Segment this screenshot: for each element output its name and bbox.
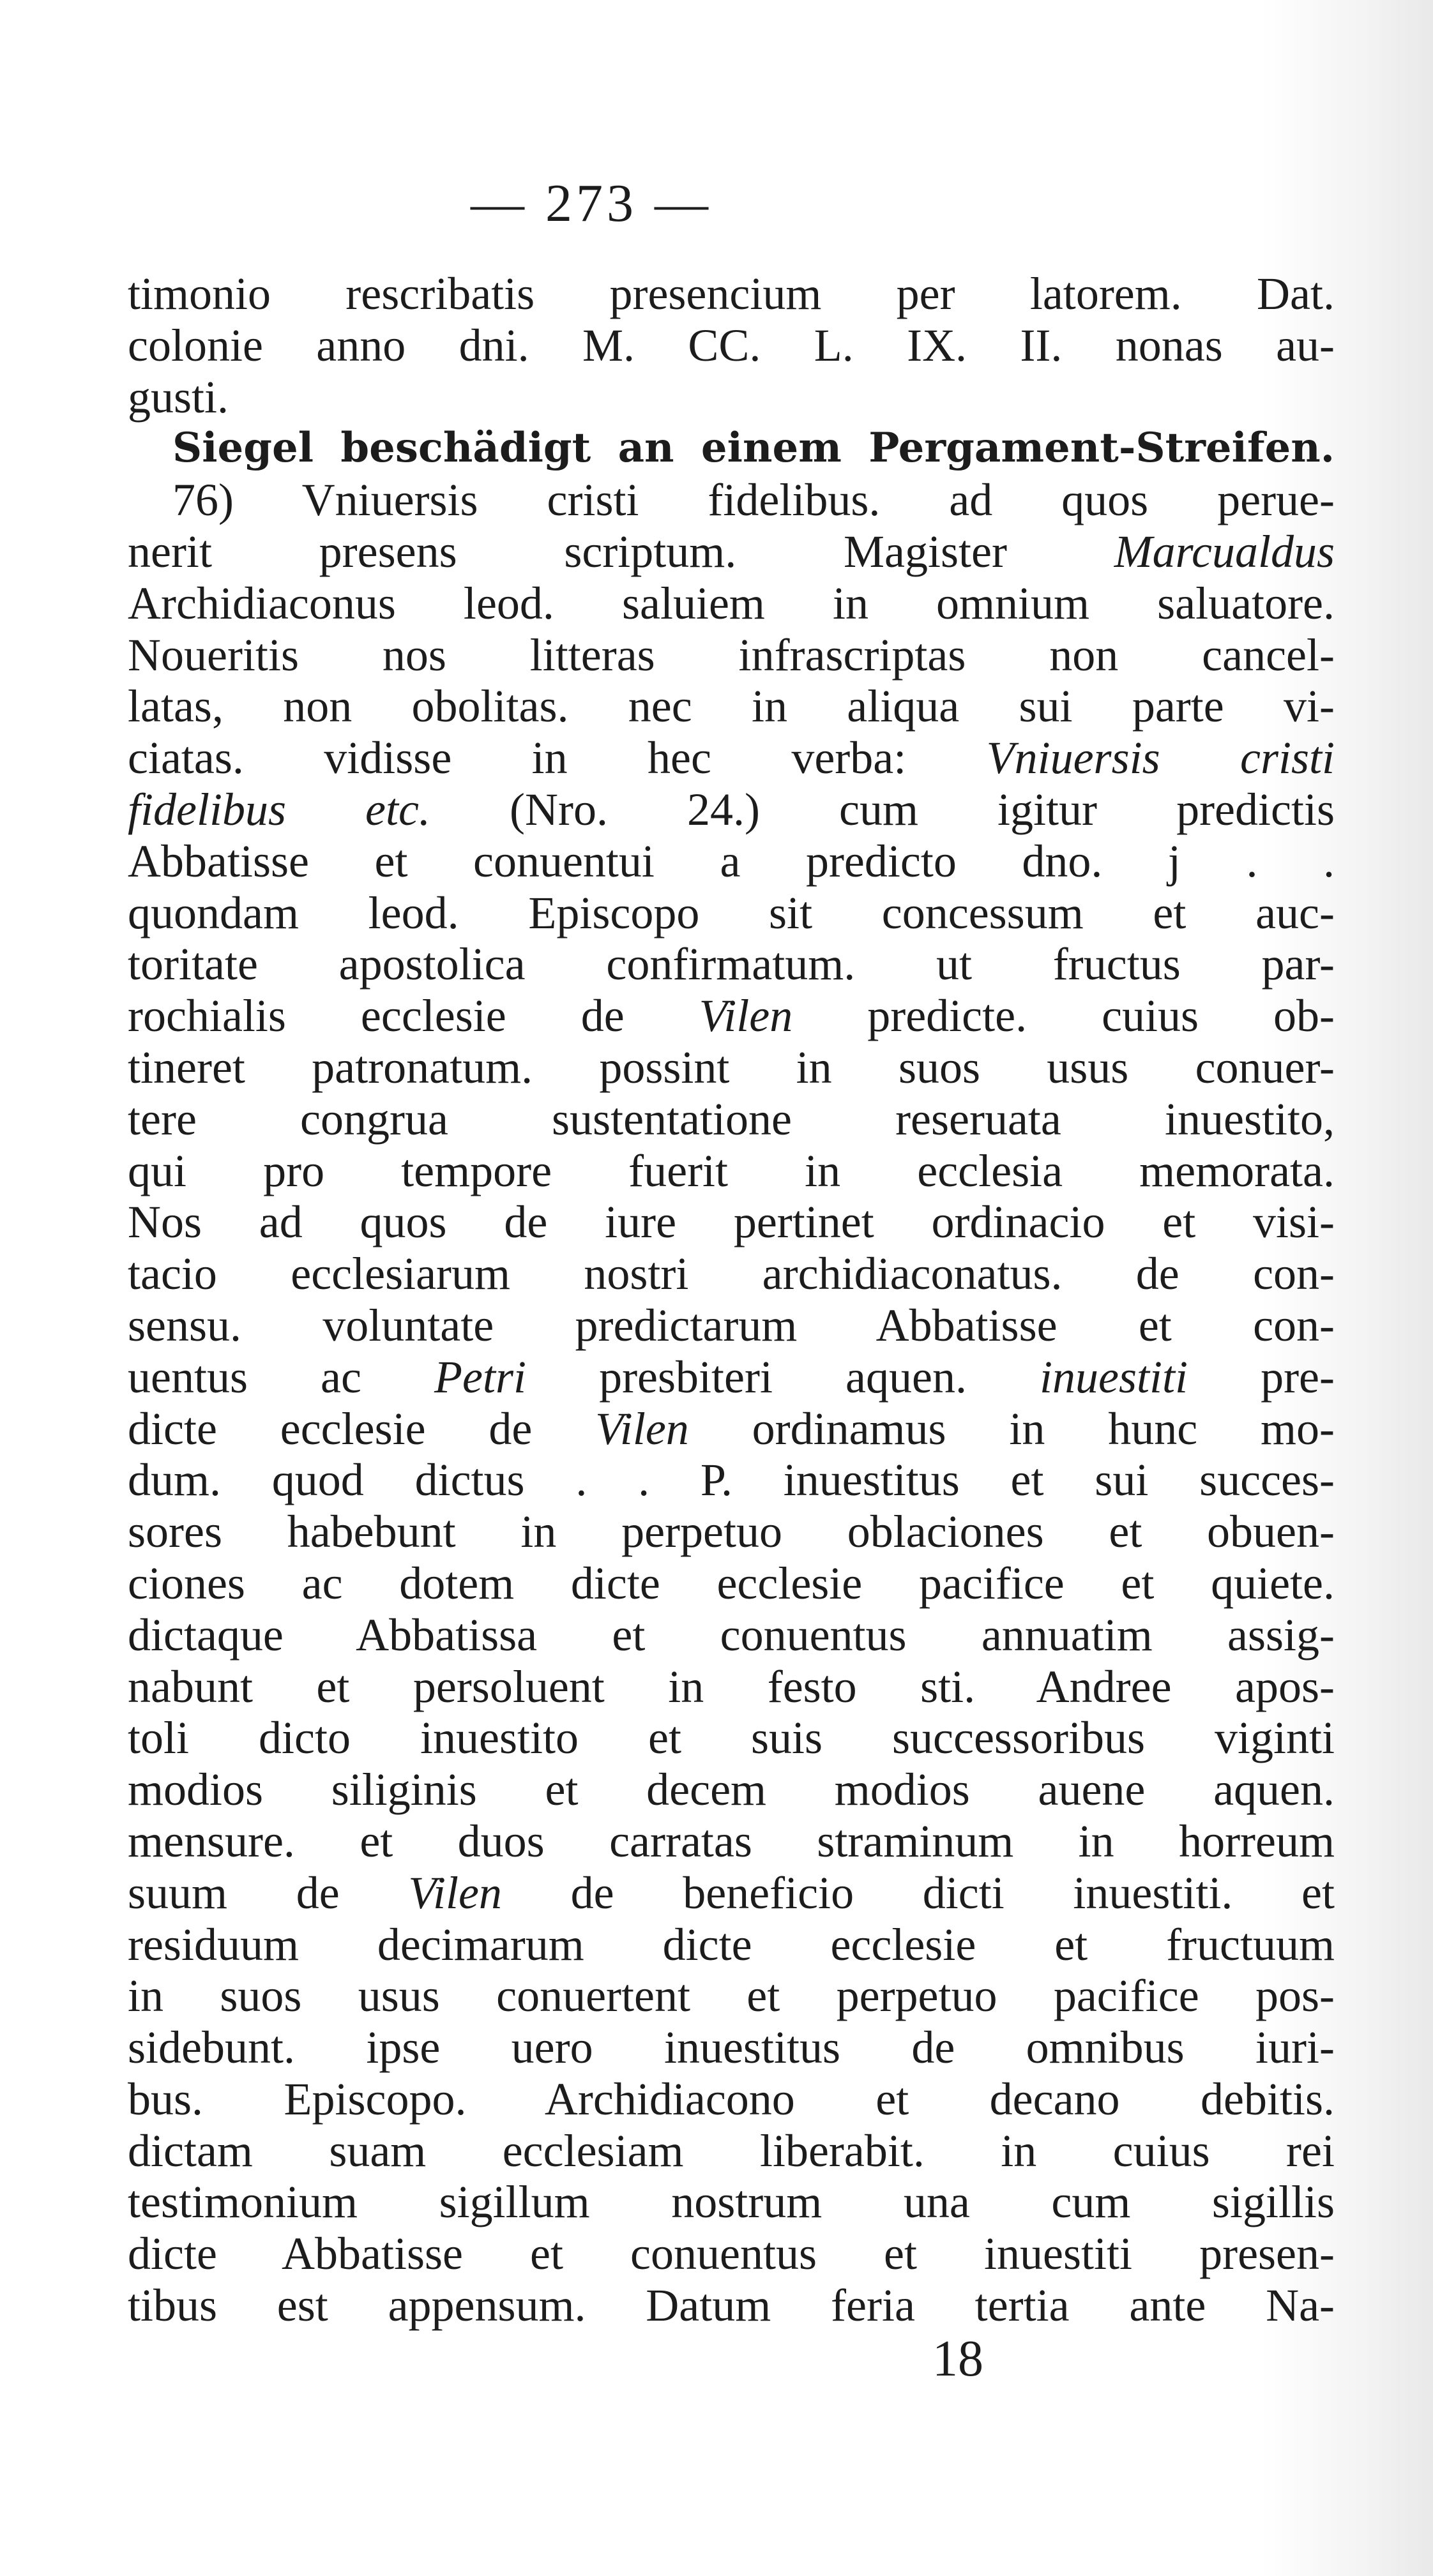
text-line [128, 2022, 1335, 2074]
text-line [128, 474, 1335, 526]
text-segment: nabunt et persoluent in festo sti. Andree apos- [128, 1661, 1335, 1712]
text-line [128, 1403, 1335, 1455]
text-segment: dum. quod dictus . . P. inuestitus et sui succes- [128, 1454, 1335, 1506]
text-line [128, 681, 1335, 732]
italic-text: Vilen [699, 990, 793, 1042]
text-line [128, 1661, 1335, 1713]
text-segment: modios siliginis et decem modios auene aquen. [128, 1764, 1335, 1816]
text-segment: Archidiaconus leod. saluiem in omnium saluatore. [128, 577, 1335, 629]
text-line [128, 320, 1335, 372]
text-line [128, 578, 1335, 629]
italic-text: Vniuersis cristi [986, 732, 1335, 784]
text-line [128, 2176, 1335, 2228]
text-segment: dicte ecclesie de [128, 1403, 596, 1454]
seal-note-line [128, 423, 1335, 474]
text-line [128, 1454, 1335, 1506]
text-line [128, 2125, 1335, 2177]
text-segment: tibus est appensum. Datum feria tertia ante Na- [128, 2280, 1335, 2331]
text-line [128, 1506, 1335, 1558]
text-segment: uentus ac [128, 1351, 435, 1403]
text-segment: sensu. voluntate predictarum Abbatisse et con- [128, 1299, 1335, 1351]
text-segment: ciones ac dotem dicte ecclesie pacifice et quiete. [128, 1557, 1335, 1609]
text-segment: qui pro tempore fuerit in ecclesia memorata. [128, 1145, 1335, 1196]
text-segment: bus. Episcopo. Archidiacono et decano debitis. [128, 2073, 1335, 2125]
text-line [128, 990, 1335, 1042]
text-segment: Nos ad quos de iure pertinet ordinacio et visi- [128, 1196, 1335, 1248]
text-line [128, 1196, 1335, 1248]
text-line [128, 1816, 1335, 1867]
text-line [128, 2280, 1335, 2331]
text-line [128, 1300, 1335, 1352]
text-segment: dicte Abbatisse et conuentus et inuestiti presen- [128, 2228, 1335, 2280]
text-segment: de beneficio dicti inuestiti. et [501, 1867, 1335, 1918]
text-segment: nerit presens scriptum. Magister [128, 525, 1114, 577]
body-text [128, 268, 1335, 2331]
text-line [128, 1712, 1335, 1764]
text-segment: toritate apostolica confirmatum. ut fructus par- [128, 938, 1335, 990]
text-segment: rochialis ecclesie de [128, 990, 699, 1042]
text-segment: presbiteri aquen. [526, 1351, 1040, 1403]
italic-text: Petri [434, 1351, 526, 1403]
text-line [128, 1558, 1335, 1609]
text-line [128, 526, 1335, 578]
text-segment: timonio rescribatis presencium per latorem. Dat. [128, 268, 1335, 319]
text-segment: tacio ecclesiarum nostri archidiaconatus. de con- [128, 1248, 1335, 1300]
text-segment: latas, non obolitas. nec in aliqua sui parte vi- [128, 681, 1335, 732]
text-segment: suum de [128, 1867, 409, 1918]
text-line [128, 1764, 1335, 1816]
text-segment: sores habebunt in perpetuo oblaciones et obuen- [128, 1506, 1335, 1558]
text-segment: ordinamus in hunc mo- [688, 1403, 1335, 1454]
text-segment: Abbatisse et conuentui a predicto dno. j . . [128, 835, 1335, 887]
text-line [128, 1248, 1335, 1300]
italic-text: Vilen [595, 1403, 689, 1454]
text-segment: testimonium sigillum nostrum una cum sigillis [128, 2176, 1335, 2228]
signature-mark: 18 [932, 2331, 983, 2387]
italic-text: Marcualdus [1114, 525, 1335, 577]
text-segment: residuum decimarum dicte ecclesie et fructuum [128, 1918, 1335, 1970]
text-segment: dictaque Abbatissa et conuentus annuatim assig- [128, 1609, 1335, 1661]
text-segment: dictam suam ecclesiam liberabit. in cuius rei [128, 2125, 1335, 2176]
text-segment: 76) Vniuersis cristi fidelibus. ad quos perue- [172, 474, 1335, 526]
text-line [128, 1609, 1335, 1661]
text-line [128, 1145, 1335, 1197]
text-segment: tineret patronatum. possint in suos usus conuer- [128, 1041, 1335, 1093]
text-segment: in suos usus conuertent et perpetuo pacifice pos- [128, 1970, 1335, 2022]
text-line [128, 2228, 1335, 2280]
text-segment: predicte. cuius ob- [792, 990, 1335, 1042]
text-line [128, 1970, 1335, 2022]
text-line [128, 629, 1335, 681]
text-line [128, 836, 1335, 887]
text-segment: sidebunt. ipse uero inuestitus de omnibus iuri- [128, 2022, 1335, 2074]
text-segment: (Nro. 24.) cum igitur predictis [430, 783, 1335, 835]
text-line [128, 1094, 1335, 1145]
text-segment: Siegel beschädigt an einem Pergament-Streifen. [172, 424, 1335, 472]
italic-text: inuestiti [1040, 1351, 1188, 1403]
text-segment: pre- [1188, 1351, 1335, 1403]
italic-text: Vilen [408, 1867, 502, 1918]
text-line [128, 1352, 1335, 1403]
text-segment: colonie anno dni. M. CC. L. IX. II. nonas au- [128, 319, 1335, 371]
text-line [128, 784, 1335, 836]
text-line [128, 1867, 1335, 1919]
text-segment: ciatas. vidisse in hec verba: [128, 732, 987, 784]
text-line [128, 732, 1335, 784]
text-line [128, 1919, 1335, 1971]
text-line [128, 887, 1335, 939]
text-line [128, 2074, 1335, 2125]
text-segment: tere congrua sustentatione reseruata inuestito, [128, 1093, 1335, 1145]
text-line [128, 372, 1335, 423]
text-line [128, 938, 1335, 990]
text-segment: mensure. et duos carratas straminum in horreum [128, 1815, 1335, 1867]
page-number-header: — 273 — [471, 174, 712, 233]
text-segment: gusti. [128, 371, 229, 423]
text-segment: toli dicto inuestito et suis successoribus viginti [128, 1712, 1335, 1764]
text-segment: Noueritis nos litteras infrascriptas non cancel- [128, 629, 1335, 681]
text-segment: quondam leod. Episcopo sit concessum et auc- [128, 887, 1335, 938]
italic-text: fidelibus etc. [128, 783, 430, 835]
text-line [128, 268, 1335, 320]
text-line [128, 1042, 1335, 1094]
